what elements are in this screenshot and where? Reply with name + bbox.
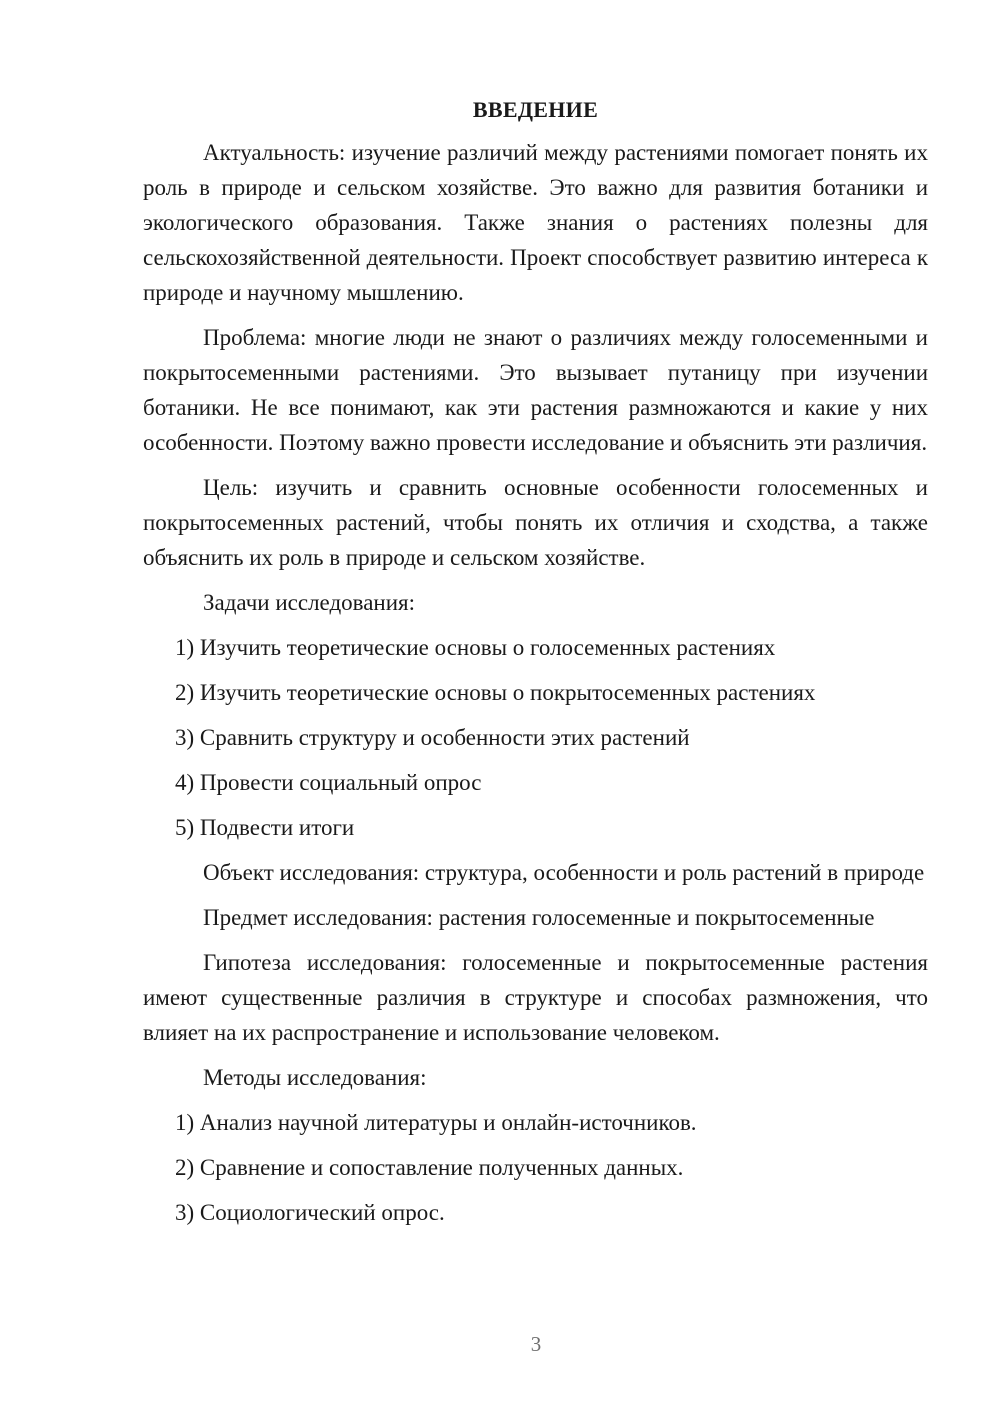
problem-paragraph: Проблема: многие люди не знают о различиях между голосеменными и покрытосеменными растениями. Это вызывает путаницу при изучении ботаники. Не все понимают, как эти растения размножаются и какие у них особенности. Поэтому важно провести исследование и объяснить эти различия. [143,325,928,455]
task-item: 2) Изучить теоретические основы о покрытосеменных растениях [175,680,816,705]
object-paragraph: Объект исследования: структура, особенности и роль растений в природе [203,860,925,885]
goal-paragraph: Цель: изучить и сравнить основные особенности голосеменных и покрытосеменных растений, чтобы понять их отличия и сходства, а также объяснить их роль в природе и сельском хозяйстве. [143,475,928,570]
relevance-paragraph: Актуальность: изучение различий между растениями помогает понять их роль в природе и сельском хозяйстве. Это важно для развития ботаники и экологического образования. Также знания о растениях полезны для сельскохозяйственной деятельности. Проект способствует развитию интереса к природе и научному мышлению. [143,140,928,305]
method-item: 3) Социологический опрос. [175,1200,445,1225]
method-item: 1) Анализ научной литературы и онлайн-источников. [175,1110,697,1135]
method-item: 2) Сравнение и сопоставление полученных данных. [175,1155,684,1180]
page-title: ВВЕДЕНИЕ [472,97,599,122]
task-item: 3) Сравнить структуру и особенности этих растений [175,725,690,750]
tasks-heading: Задачи исследования: [203,590,416,615]
hypothesis-paragraph: Гипотеза исследования: голосеменные и покрытосеменные растения имеют существенные различия в структуре и способах размножения, что влияет на их распространение и использование человеком. [143,950,928,1045]
subject-line: Предмет исследования: растения голосеменные и покрытосеменные [203,905,875,930]
task-item: 1) Изучить теоретические основы о голосеменных растениях [175,635,776,660]
task-item: 4) Провести социальный опрос [175,770,482,795]
task-item: 5) Подвести итоги [175,815,355,840]
page-number: 3 [530,1332,542,1356]
methods-heading: Методы исследования: [203,1065,427,1090]
page-content [143,92,928,1240]
